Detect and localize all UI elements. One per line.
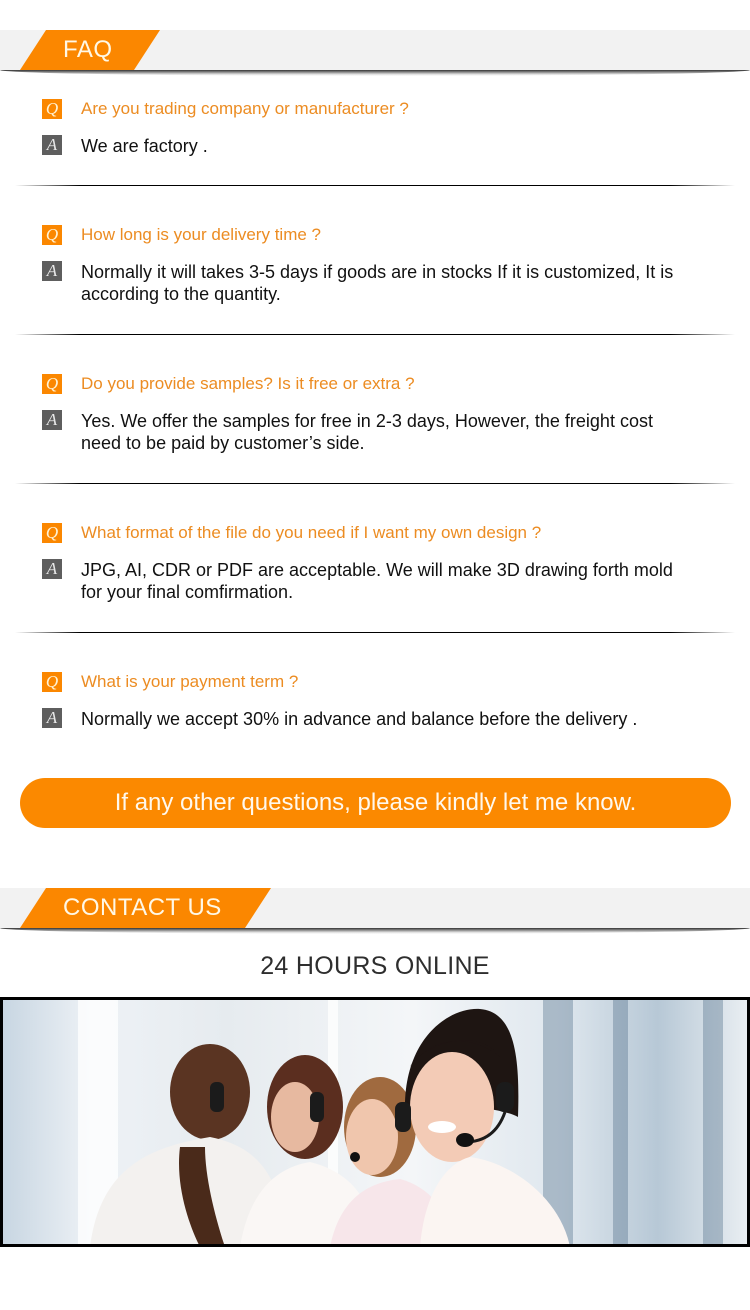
answer-text: Normally we accept 30% in advance and balance before the delivery . [81,709,638,729]
question-icon: Q [42,99,62,119]
faq-title: FAQ [63,36,113,63]
contact-title: CONTACT US [63,894,222,921]
answer-text: JPG, AI, CDR or PDF are acceptable. We will make 3D drawing forth mold for your final comfirmation. [81,560,673,602]
answer-row [42,708,681,730]
answer-icon: A [42,135,62,155]
header-shadow [0,928,750,934]
faq-header-bar [0,30,750,70]
agents-illustration [0,997,750,1247]
question-row [42,99,409,119]
question-text: Do you provide samples? Is it free or extra ? [81,374,415,393]
answer-icon: A [42,261,62,281]
question-text: How long is your delivery time ? [81,225,321,244]
contact-header-bar [0,888,750,928]
question-icon: Q [42,374,62,394]
divider [15,334,735,335]
online-hours-heading: 24 HOURS ONLINE [260,952,490,980]
question-icon: Q [42,225,62,245]
divider [15,185,735,186]
answer-text: Yes. We offer the samples for free in 2-3 days, However, the freight cost need to be paid by customer’s side. [81,411,653,453]
question-row [42,672,298,692]
answer-text: We are factory . [81,136,208,156]
answer-row [42,135,681,157]
divider [15,632,735,633]
question-row [42,225,321,245]
question-icon: Q [42,523,62,543]
divider [15,483,735,484]
question-row [42,523,541,543]
question-icon: Q [42,672,62,692]
header-shadow [0,70,750,76]
question-text: What is your payment term ? [81,672,299,691]
contact-prompt-banner: If any other questions, please kindly let me know. [20,778,731,828]
question-text: Are you trading company or manufacturer ? [81,99,409,118]
answer-row [42,559,681,603]
answer-row [42,410,681,454]
question-text: What format of the file do you need if I want my own design ? [81,523,542,542]
answer-text: Normally it will takes 3-5 days if goods are in stocks If it is customized, It is according to the quantity. [81,262,674,304]
question-row [42,374,415,394]
answer-row [42,261,681,305]
answer-icon: A [42,559,62,579]
answer-icon: A [42,410,62,430]
customer-service-photo [0,997,750,1247]
answer-icon: A [42,708,62,728]
